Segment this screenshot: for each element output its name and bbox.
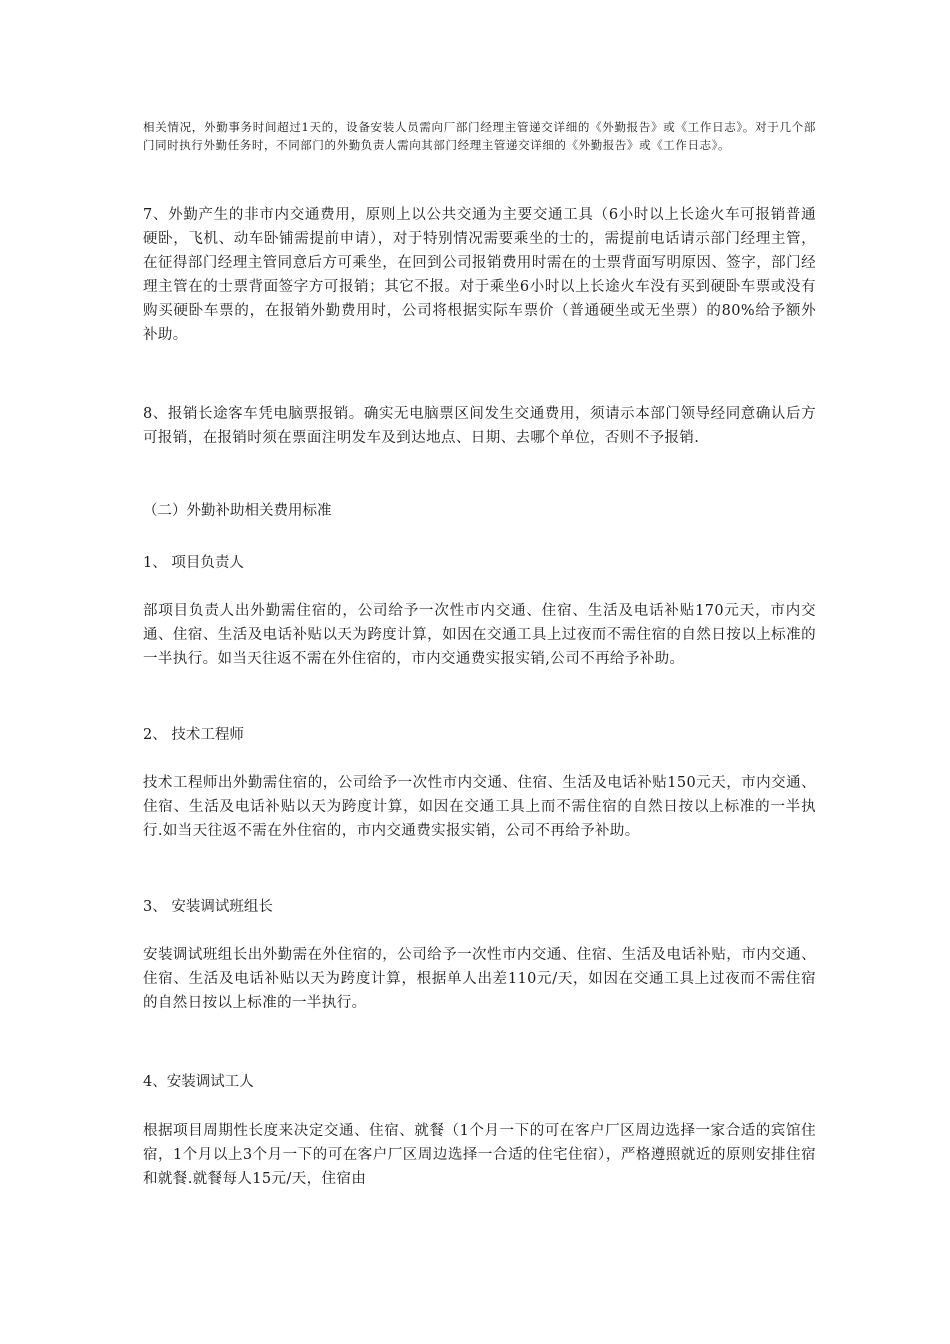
paragraph-item-8-coach-tickets: 8、报销长途客车凭电脑票报销。确实无电脑票区间发生交通费用，须请示本部门领导经同意确认后方可报销，在报销时须在票面注明发车及到达地点、日期、去哪个单位，否则不予报销. [143, 406, 816, 446]
paragraph-field-work-report: 相关情况，外勤事务时间超过1天的，设备安装人员需向厂部门经理主管递交详细的《外勤报告》或《工作日志》。对于几个部门同时执行外勤任务时，不同部门的外勤负责人需向其部门经理主管递交详细的《外勤报告》或《工作日志》。 [143, 120, 816, 152]
subheading-installation-team-leader: 3、 安装调试班组长 [143, 899, 273, 915]
paragraph-project-leader-allowance: 部项目负责人出外勤需住宿的，公司给予一次性市内交通、住宿、生活及电话补贴170元天，市内交通、住宿、生活及电话补贴以天为跨度计算，如因在交通工具上过夜而不需住宿的自然日按以上标准的一半执行。如当天往返不需在外住宿的，市内交通费实报实销,公司不再给予补助。 [143, 603, 816, 667]
paragraph-installation-worker-arrangements: 根据项目周期性长度来决定交通、住宿、就餐（1个月一下的可在客户厂区周边选择一家合适的宾馆住宿，1个月以上3个月一下的可在客户厂区周边选择一合适的住宅住宿），严格遵照就近的原则安排住宿和就餐.就餐每人15元/天，住宿由 [143, 1123, 816, 1187]
paragraph-item-7-transport-costs: 7、外勤产生的非市内交通费用，原则上以公共交通为主要交通工具（6小时以上长途火车可报销普通硬卧，飞机、动车卧铺需提前申请），对于特别情况需要乘坐的士的，需提前电话请示部门经理主管，在征得部门经理主管同意后方可乘坐，在回到公司报销费用时需在的士票背面写明原因、签字，部门经理主管在的士票背面签字方可报销；其它不报。对于乘坐6小时以上长途火车没有买到硬卧车票或没有购买硬卧车票的，在报销外勤费用时，公司将根据实际车票价（普通硬坐或无坐票）的80%给予额外补助。 [143, 207, 816, 343]
paragraph-technical-engineer-allowance: 技术工程师出外勤需住宿的，公司给予一次性市内交通、住宿、生活及电话补贴150元天，市内交通、住宿、生活及电话补贴以天为跨度计算，如因在交通工具上而不需住宿的自然日按以上标准的一半执行.如当天往返不需在外住宿的，市内交通费实报实销，公司不再给予补助。 [143, 775, 816, 839]
subheading-project-leader: 1、 项目负责人 [143, 555, 244, 571]
section-heading-allowance-standards: （二）外勤补助相关费用标准 [143, 503, 332, 519]
paragraph-installation-team-leader-allowance: 安装调试班组长出外勤需在外住宿的，公司给予一次性市内交通、住宿、生活及电话补贴，市内交通、住宿、生活及电话补贴以天为跨度计算，根据单人出差110元/天，如因在交通工具上过夜而不需住宿的自然日按以上标准的一半执行。 [143, 947, 816, 1011]
subheading-technical-engineer: 2、 技术工程师 [143, 727, 244, 743]
subheading-installation-worker: 4、安装调试工人 [143, 1074, 254, 1090]
